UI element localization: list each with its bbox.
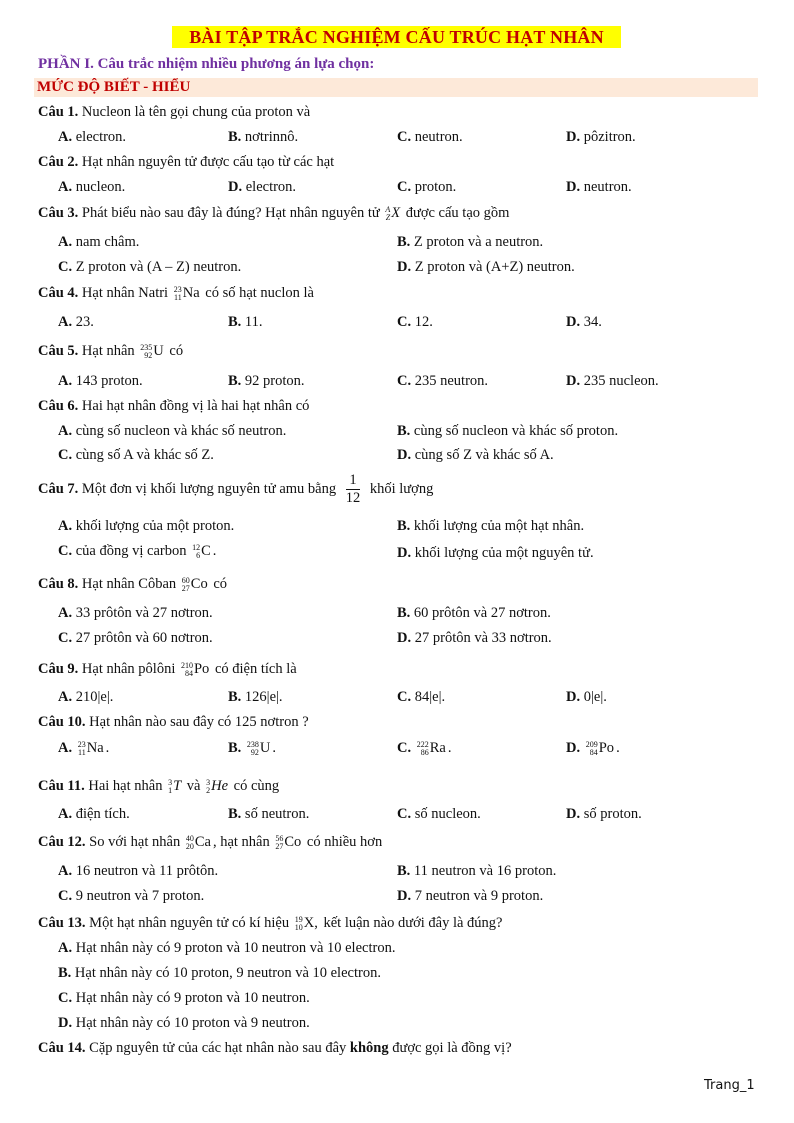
isotope-symbol: 12 6 C	[192, 542, 211, 560]
option-d[interactable]: D. Hạt nhân này có 10 proton và 9 neutron.	[58, 1015, 310, 1031]
option-b[interactable]: B. 11.	[228, 314, 263, 330]
isotope-symbol: 23 11 Na	[173, 284, 200, 302]
fraction: $\frac{1}{12}$	[345, 472, 361, 506]
option-a[interactable]: A. khối lượng của một proton.	[58, 518, 235, 534]
option-c[interactable]: C. 235 neutron.	[397, 373, 489, 389]
option-d[interactable]: D. 7 neutron và 9 proton.	[397, 888, 544, 904]
option-a[interactable]: A. nam châm.	[58, 234, 140, 250]
option-a[interactable]: A. 23 11 Na .	[58, 739, 110, 757]
question-14: Câu 14. Cặp nguyên tử của các hạt nhân nào sau đây không được gọi là đồng vị?	[38, 1040, 512, 1056]
option-c[interactable]: C. của đồng vị carbon 12 6 C .	[58, 542, 217, 560]
option-d[interactable]: D. 34.	[566, 314, 602, 330]
option-d[interactable]: D. 27 prôtôn và 33 nơtron.	[397, 630, 552, 646]
option-d[interactable]: D. số proton.	[566, 806, 642, 822]
option-a[interactable]: A. 33 prôtôn và 27 nơtron.	[58, 605, 213, 621]
question-1	[38, 104, 310, 121]
question-10: Câu 10. Hạt nhân nào sau đây có 125 nơtron ?	[38, 714, 309, 730]
option-a[interactable]: A. Hạt nhân này có 9 proton và 10 neutron và 10 electron.	[58, 940, 396, 956]
question-text: Nucleon là tên gọi chung của proton và	[81, 104, 311, 120]
question-12: Câu 12. So với hạt nhân 40 20 Ca , hạt nhân 56 27 Co có nhiều hơn	[38, 833, 383, 851]
option-c[interactable]: C. cùng số A và khác số Z.	[58, 447, 214, 463]
option-c[interactable]: C. 27 prôtôn và 60 nơtron.	[58, 630, 213, 646]
question-number: Câu 1.	[38, 104, 79, 120]
isotope-symbol: 209 84 Po	[585, 739, 615, 757]
option-c[interactable]: C. proton.	[397, 179, 457, 195]
isotope-symbol: 3 2 He	[206, 777, 229, 795]
option-b[interactable]: B. Hạt nhân này có 10 proton, 9 neutron và 10 electron.	[58, 965, 381, 981]
option-d[interactable]: D. cùng số Z và khác số A.	[397, 447, 554, 463]
option-a[interactable]: A. 143 proton.	[58, 373, 143, 389]
isotope-symbol: 19 10 X,	[294, 914, 318, 932]
isotope-symbol: 23 11 Na	[77, 739, 104, 757]
question-3: Câu 3. Phát biểu nào sau đây là đúng? Hạt nhân nguyên tử A Z X được cấu tạo gồm	[38, 204, 510, 222]
question-4: Câu 4. Hạt nhân Natri 23 11 Na có số hạt nuclon là	[38, 284, 314, 302]
option-b[interactable]: B. 238 92 U .	[228, 739, 277, 757]
option-b[interactable]: B. Z proton và a neutron.	[397, 234, 544, 250]
option-d[interactable]: D. Z proton và (A+Z) neutron.	[397, 259, 575, 275]
question-5: Câu 5. Hạt nhân 235 92 U có	[38, 342, 184, 360]
option-a[interactable]: A. điện tích.	[58, 806, 130, 822]
question-7: Câu 7. Một đơn vị khối lượng nguyên tử amu bằng $\frac{1}{12}$ khối lượng	[38, 472, 434, 506]
option-d[interactable]: D. pôzitron.	[566, 129, 636, 145]
option-b[interactable]: B. 92 proton.	[228, 373, 305, 389]
option-b[interactable]: B. 11 neutron và 16 proton.	[397, 863, 557, 879]
option-b[interactable]: B. nơtrinnô.	[228, 129, 299, 145]
option-a[interactable]: A. 210|e|.	[58, 689, 114, 705]
question-13: Câu 13. Một hạt nhân nguyên tử có kí hiệu 19 10 X, kết luận nào dưới đây là đúng?	[38, 914, 503, 932]
option-b[interactable]: B. cùng số nucleon và khác số proton.	[397, 423, 619, 439]
option-c[interactable]: C. 84|e|.	[397, 689, 446, 705]
option-b[interactable]: B. số neutron.	[228, 806, 310, 822]
option-c[interactable]: C. 9 neutron và 7 proton.	[58, 888, 205, 904]
option-a[interactable]: A. nucleon.	[58, 179, 126, 195]
isotope-symbol: 56 27 Co	[275, 833, 302, 851]
option-b[interactable]: B. khối lượng của một hạt nhân.	[397, 518, 585, 534]
question-11: Câu 11. Hai hạt nhân 3 1 T và 3 2 He có cùng	[38, 777, 280, 795]
page-title: BÀI TẬP TRẮC NGHIỆM CẤU TRÚC HẠT NHÂN	[172, 26, 621, 48]
option-a[interactable]: A. cùng số nucleon và khác số neutron.	[58, 423, 287, 439]
question-9: Câu 9. Hạt nhân pôlôni 210 84 Po có điện tích là	[38, 660, 297, 678]
option-b[interactable]: B. 60 prôtôn và 27 nơtron.	[397, 605, 551, 621]
option-c[interactable]: C. 12.	[397, 314, 433, 330]
part-heading: PHẦN I. Câu trắc nhiệm nhiều phương án lựa chọn:	[38, 56, 375, 72]
isotope-symbol: 238 92 U	[246, 739, 271, 757]
option-d[interactable]: D. khối lượng của một nguyên tử.	[397, 545, 594, 561]
option-a[interactable]: A. 16 neutron và 11 prôtôn.	[58, 863, 219, 879]
option-d[interactable]: D. 209 84 Po .	[566, 739, 620, 757]
option-c[interactable]: C. 222 86 Ra .	[397, 739, 452, 757]
isotope-symbol: 60 27 Co	[181, 575, 208, 593]
isotope-symbol: 222 86 Ra	[416, 739, 446, 757]
page-number: Trang_1	[704, 1078, 755, 1093]
option-a[interactable]: A. electron.	[58, 129, 127, 145]
question-8: Câu 8. Hạt nhân Côban 60 27 Co có	[38, 575, 228, 593]
isotope-symbol: 40 20 Ca	[185, 833, 211, 851]
question-2: Câu 2. Hạt nhân nguyên tử được cấu tạo từ các hạt	[38, 154, 335, 170]
isotope-symbol: 210 84 Po	[180, 660, 210, 678]
option-c[interactable]: C. neutron.	[397, 129, 463, 145]
isotope-symbol: 3 1 T	[168, 777, 182, 795]
option-c[interactable]: C. số nucleon.	[397, 806, 481, 822]
option-d[interactable]: D. neutron.	[566, 179, 632, 195]
option-c[interactable]: C. Hạt nhân này có 9 proton và 10 neutron.	[58, 990, 310, 1006]
option-d[interactable]: D. 235 nucleon.	[566, 373, 659, 389]
option-d[interactable]: D. 0|e|.	[566, 689, 607, 705]
option-b[interactable]: B. 126|e|.	[228, 689, 283, 705]
level-heading: MỨC ĐỘ BIẾT - HIỂU	[34, 78, 758, 97]
option-d[interactable]: D. electron.	[228, 179, 297, 195]
option-c[interactable]: C. Z proton và (A – Z) neutron.	[58, 259, 242, 275]
isotope-symbol: 235 92 U	[140, 342, 164, 360]
isotope-symbol: A Z X	[385, 204, 401, 222]
question-6: Câu 6. Hai hạt nhân đồng vị là hai hạt nhân có	[38, 398, 310, 414]
option-a[interactable]: A. 23.	[58, 314, 94, 330]
